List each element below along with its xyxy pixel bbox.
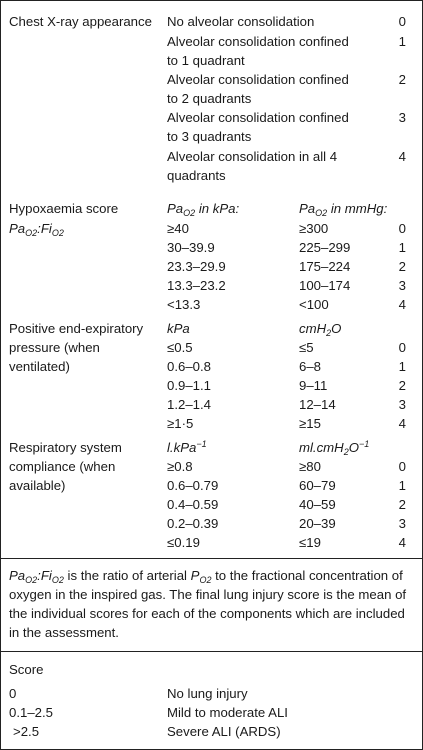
criterion-score: 1 [398,34,406,49]
criterion-option: No alveolar consolidation [167,14,315,29]
value-ml-per-cmh2o: 20–39 [299,516,336,531]
value-cmh2o: 9–11 [299,378,328,393]
criterion-score: 2 [398,497,406,512]
value-l-per-kpa: ≤0.19 [167,535,200,550]
criterion-score: 4 [398,416,406,431]
criterion-name-cont: ventilated) [9,359,70,374]
value-mmhg: 100–174 [299,278,351,293]
criterion-score: 4 [398,149,406,164]
column-header-cmh2o: cmH$_2$O [299,321,342,338]
criterion-option-cont: to 1 quadrant [167,53,245,68]
criterion-score: 1 [398,359,406,374]
value-ml-per-cmh2o: 60–79 [299,478,336,493]
column-header-ml-per-cmh2o: $ml.cmH_2O^{-1}$ [299,439,370,457]
value-kpa: 23.3–29.9 [167,259,226,274]
column-header-kpa: kPa [167,321,190,336]
score-range: >2.5 [13,724,40,739]
criterion-option: Alveolar consolidation confined [167,34,349,49]
column-header-kpa: $Pa_{O2}$ in kPa: [167,201,240,218]
value-kpa: 1.2–1.4 [167,397,211,412]
footnote: $Pa_{O2}:Fi_{O2}$ is the ratio of arterial $P_{O2}$ to the fractional concentration of oxygen in the inspired gas. The final lung injury score is the mean of the individual scores for each of the components which are included in the assessment. [9,568,407,640]
column-header-mmhg: $Pa_{O2}$ in mmHg: [299,201,388,218]
value-cmh2o: ≤5 [299,340,314,355]
criterion-name: Positive end-expiratory [9,321,144,336]
criterion-option: Alveolar consolidation confined [167,72,349,87]
value-kpa: ≤0.5 [167,340,193,355]
value-ml-per-cmh2o: 40–59 [299,497,336,512]
criterion-name: Hypoxaemia score [9,201,119,216]
criterion-score: 1 [398,240,406,255]
value-kpa: 30–39.9 [167,240,215,255]
criterion-option: Alveolar consolidation in all 4 [167,149,338,164]
criterion-score: 2 [398,259,406,274]
table-divider [1,558,422,559]
pao2-fio2-label: $Pa_{O2}:Fi_{O2}$ [9,221,64,238]
criterion-score: 0 [398,221,406,236]
value-mmhg: ≥300 [299,221,329,236]
criterion-name-cont: pressure (when [9,340,100,355]
criterion-option-cont: to 3 quadrants [167,129,252,144]
criterion-name-cont: available) [9,478,66,493]
score-meaning: Mild to moderate ALI [167,705,288,720]
score-meaning: No lung injury [167,686,248,701]
score-meaning: Severe ALI (ARDS) [167,724,281,739]
criterion-name-cont: compliance (when [9,459,116,474]
value-kpa: 0.6–0.8 [167,359,211,374]
score-range: 0.1–2.5 [9,705,53,720]
table-divider [1,651,422,652]
criterion-score: 0 [398,14,406,29]
value-mmhg: <100 [299,297,329,312]
criterion-score: 1 [398,478,406,493]
value-l-per-kpa: 0.4–0.59 [167,497,219,512]
criterion-score: 3 [398,278,406,293]
score-range: 0 [9,686,17,701]
value-l-per-kpa: 0.2–0.39 [167,516,219,531]
value-mmhg: 175–224 [299,259,351,274]
criterion-score: 0 [398,459,406,474]
criterion-score: 3 [398,110,406,125]
criterion-score: 2 [398,378,406,393]
value-kpa: ≥40 [167,221,189,236]
value-kpa: 13.3–23.2 [167,278,226,293]
criterion-option-cont: quadrants [167,168,226,183]
value-l-per-kpa: ≥0.8 [167,459,193,474]
criterion-score: 0 [398,340,406,355]
value-l-per-kpa: 0.6–0.79 [167,478,219,493]
criterion-score: 3 [398,516,406,531]
value-kpa: ≥1·5 [167,416,194,431]
criterion-score: 2 [398,72,406,87]
value-kpa: 0.9–1.1 [167,378,211,393]
criterion-name: Chest X-ray appearance [9,14,152,29]
column-header-l-per-kpa: l.kPa$^{-1}$ [167,439,207,455]
criterion-score: 4 [398,535,406,550]
value-ml-per-cmh2o: ≥80 [299,459,321,474]
value-cmh2o: 6–8 [299,359,322,374]
value-mmhg: 225–299 [299,240,351,255]
value-cmh2o: 12–14 [299,397,336,412]
value-ml-per-cmh2o: ≤19 [299,535,321,550]
value-kpa: <13.3 [167,297,201,312]
criterion-score: 4 [398,297,406,312]
value-cmh2o: ≥15 [299,416,321,431]
criterion-option-cont: to 2 quadrants [167,91,252,106]
score-table-header: Score [9,662,44,677]
criterion-name: Respiratory system [9,440,122,455]
criterion-option: Alveolar consolidation confined [167,110,349,125]
criterion-score: 3 [398,397,406,412]
